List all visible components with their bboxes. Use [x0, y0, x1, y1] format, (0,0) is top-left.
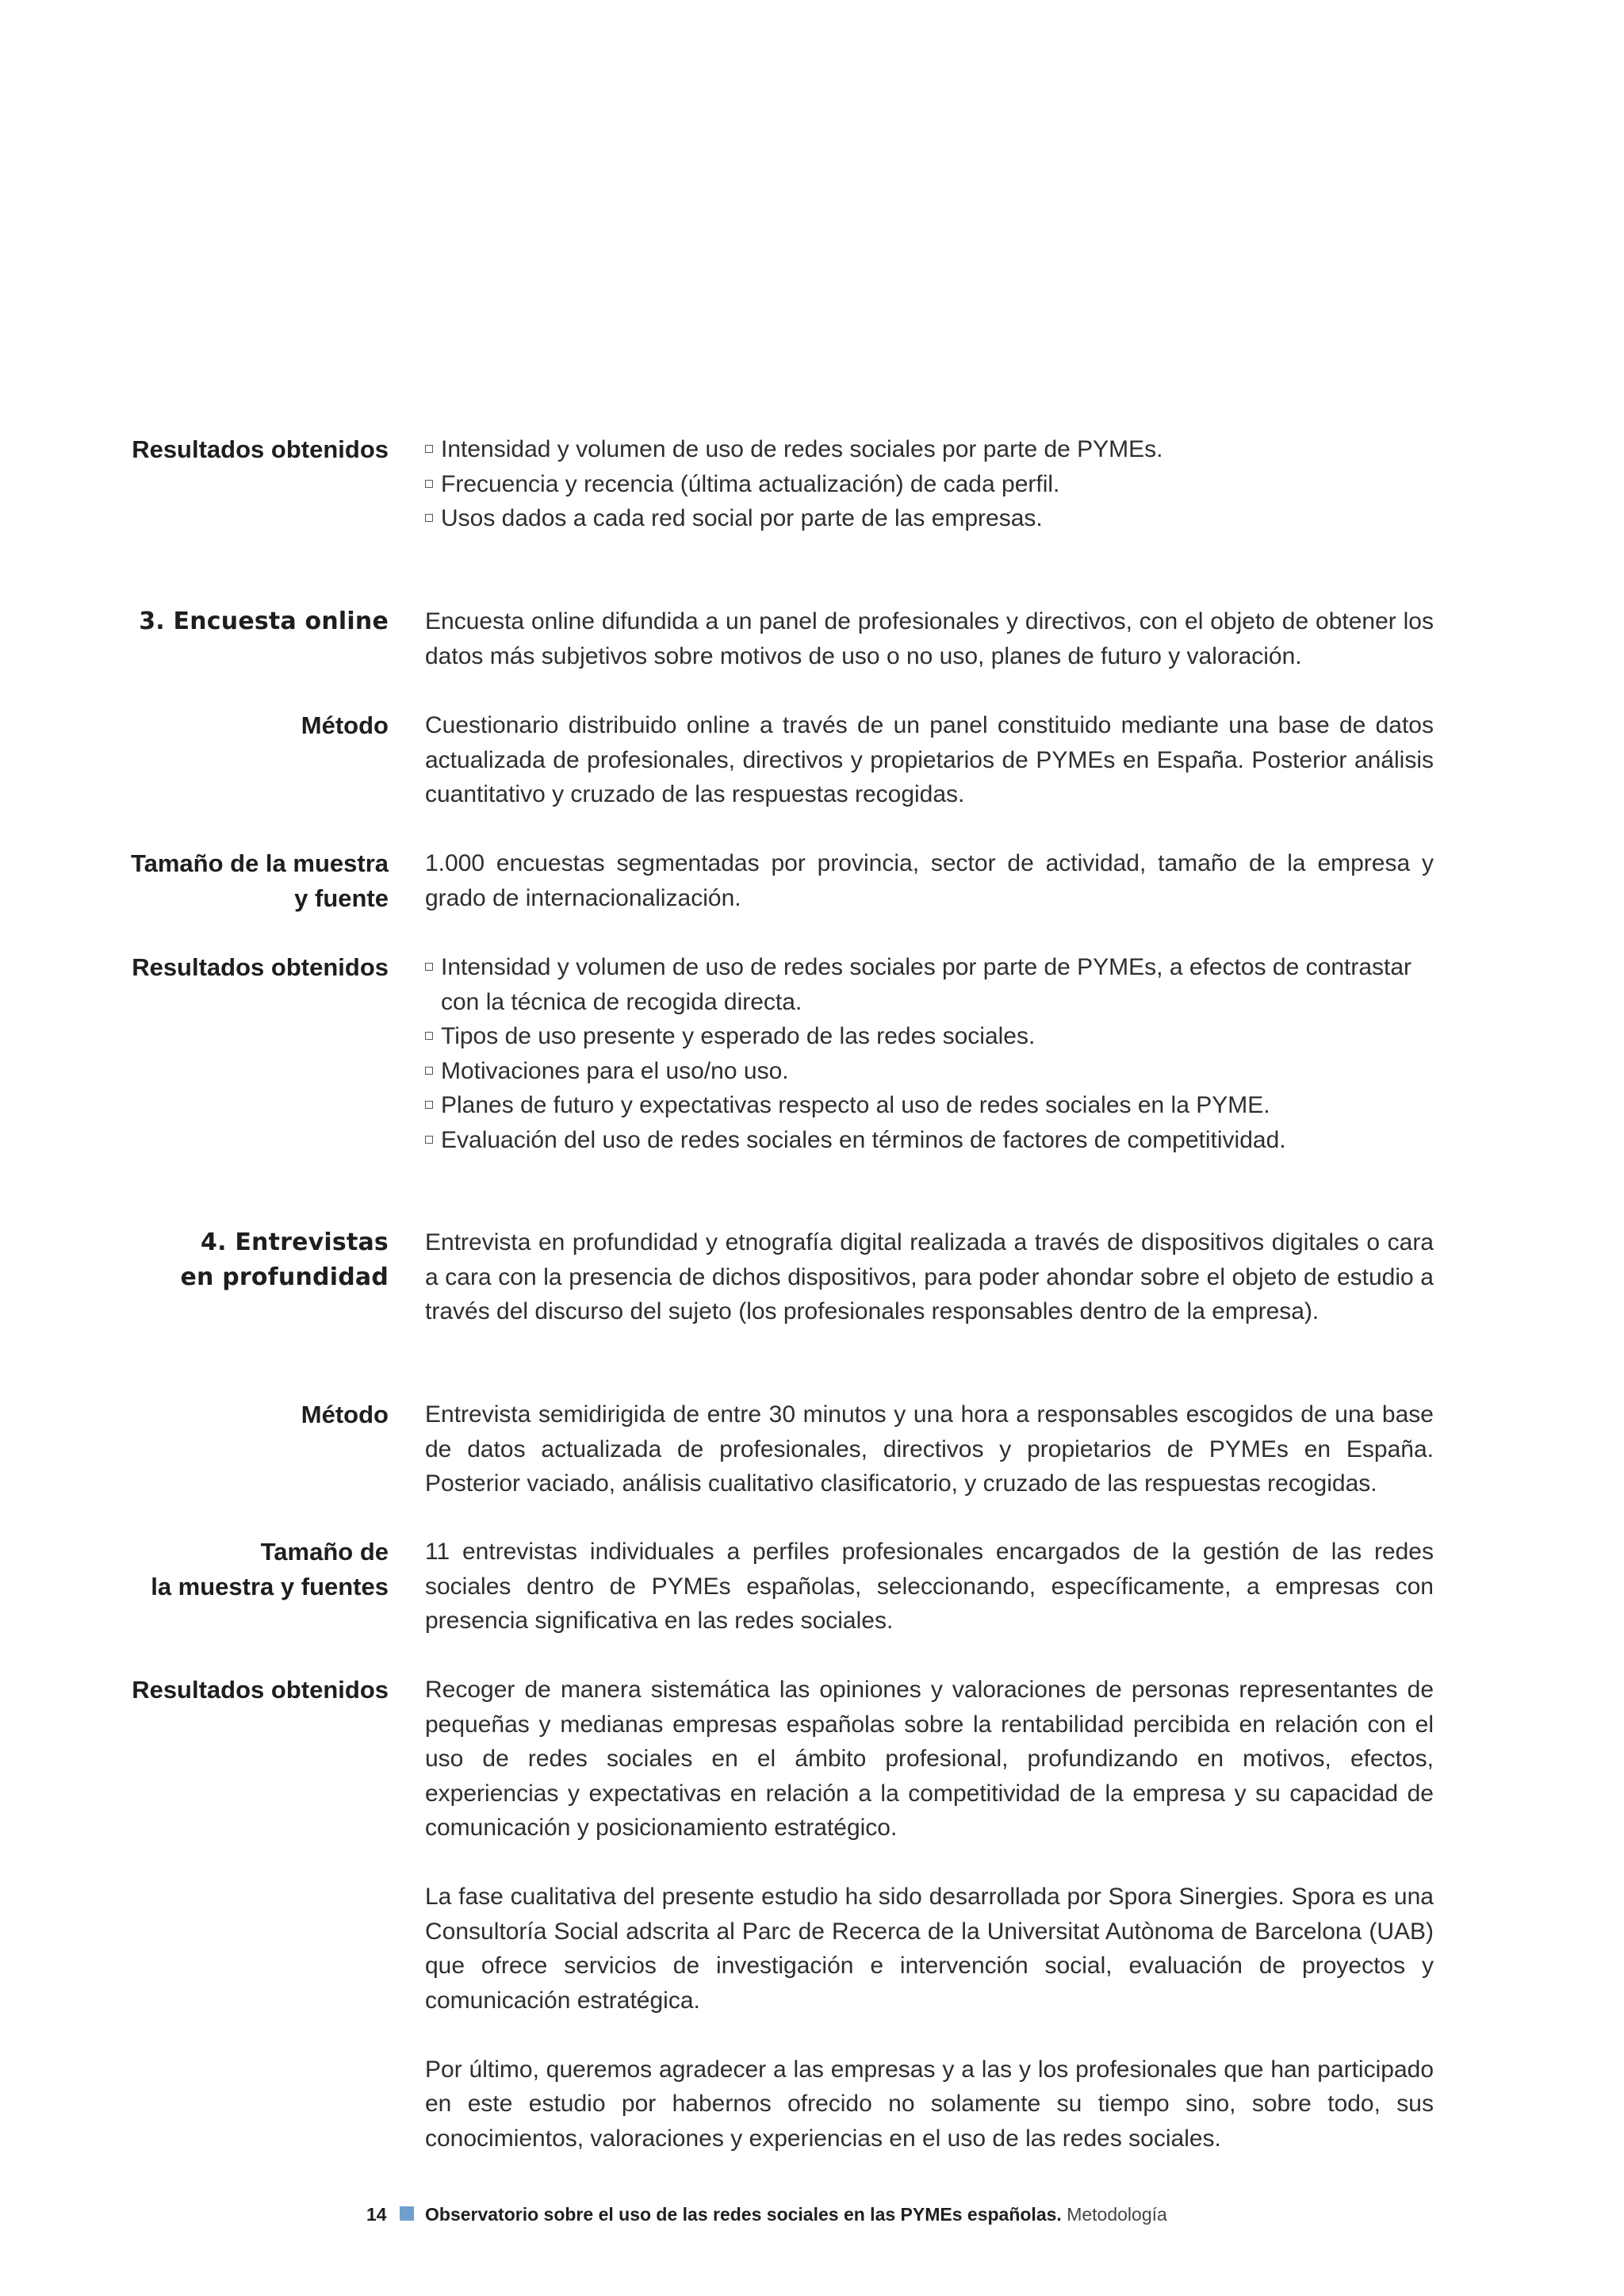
list-item: Frecuencia y recencia (última actualización) de cada perfil.: [425, 467, 1434, 502]
sample-label: Tamaño de la muestra y fuente: [130, 849, 389, 912]
results-paragraph: La fase cualitativa del presente estudio ha sido desarrollada por Spora Sinergies. Spora es una Consultoría Social adscrita al Parc de Recerca de la Universitat Autònoma de Barcelona (UAB) que ofrece servicios de investigación e intervención social, evaluación de proyectos y comunicación estratégica.: [425, 1884, 1434, 2014]
footer-title: Observatorio sobre el uso de las redes sociales en las PYMEs españolas.: [425, 2204, 1062, 2225]
results-list: [425, 432, 1434, 536]
section3-description: Encuesta online difundida a un panel de profesionales y directivos, con el objeto de obtener los datos más subjetivos sobre motivos de uso o no uso, planes de futuro y valoración.: [425, 608, 1434, 669]
square-bullet-icon: [425, 1067, 433, 1075]
sample-label: Tamaño de la muestra y fuentes: [151, 1538, 389, 1600]
section4-results: [425, 1673, 1434, 2156]
square-bullet-icon: [425, 1136, 433, 1144]
square-bullet-icon: [425, 480, 433, 488]
list-item: Intensidad y volumen de uso de redes sociales por parte de PYMEs, a efectos de contrastar con la técnica de recogida directa.: [425, 950, 1434, 1019]
list-item: Intensidad y volumen de uso de redes sociales por parte de PYMEs.: [425, 432, 1434, 467]
results-label: Resultados obtenidos: [132, 953, 389, 981]
method-label: Método: [301, 711, 389, 739]
footer-square-icon: [400, 2206, 414, 2221]
results-label: Resultados obtenidos: [132, 1676, 389, 1704]
list-item: Tipos de uso presente y esperado de las redes sociales.: [425, 1019, 1434, 1054]
section4-sample: 11 entrevistas individuales a perfiles profesionales encargados de la gestión de las redes sociales dentro de PYMEs españolas, seleccionando, específicamente, a empresas con presencia significativa en las redes sociales.: [425, 1539, 1434, 1634]
footer-text: [425, 2200, 1167, 2229]
section3-method: Cuestionario distribuido online a través de un panel constituido mediante una base de datos actualizada de profesionales, directivos y propietarios de PYMEs en España. Posterior análisis cuantitativo y cruzado de las respuestas recogidas.: [425, 712, 1434, 807]
method-label: Método: [301, 1401, 389, 1428]
list-item: Motivaciones para el uso/no uso.: [425, 1054, 1434, 1089]
footer-section: Metodología: [1067, 2204, 1167, 2225]
list-item: Evaluación del uso de redes sociales en términos de factores de competitividad.: [425, 1123, 1434, 1158]
results-list: [425, 950, 1434, 1157]
square-bullet-icon: [425, 514, 433, 522]
results-paragraph: Recoger de manera sistemática las opiniones y valoraciones de personas representantes de pequeñas y medianas empresas españolas sobre la rentabilidad percibida en relación con el uso de redes sociales en el ámbito profesional, profundizando en motivos, efectos, experiencias y expectativas en relación a la competitividad de la empresa y su capacidad de comunicación y posicionamiento estratégico.: [425, 1677, 1434, 1841]
square-bullet-icon: [425, 963, 433, 971]
results-content: [425, 432, 1434, 536]
list-item: Planes de futuro y expectativas respecto al uso de redes sociales en la PYME.: [425, 1088, 1434, 1123]
square-bullet-icon: [425, 1101, 433, 1109]
results-paragraph: Por último, queremos agradecer a las empresas y a las y los profesionales que han participado en este estudio por habernos ofrecido no solamente su tiempo sino, sobre todo, sus conocimientos, valoraciones y experiencias en el uso de las redes sociales.: [425, 2056, 1434, 2152]
square-bullet-icon: [425, 1032, 433, 1040]
square-bullet-icon: [425, 445, 433, 453]
section4-description: Entrevista en profundidad y etnografía digital realizada a través de dispositivos digitales o cara a cara con la presencia de dichos dispositivos, para poder ahondar sobre el objeto de estudio a través del discurso del sujeto (los profesionales responsables dentro de la empresa).: [425, 1229, 1434, 1324]
section4-method: Entrevista semidirigida de entre 30 minutos y una hora a responsables escogidos de una base de datos actualizada de profesionales, directivos y propietarios de PYMEs en España. Posterior vaciado, análisis cualitativo clasificatorio, y cruzado de las respuestas recogidas.: [425, 1401, 1434, 1497]
section3-sample: 1.000 encuestas segmentadas por provincia, sector de actividad, tamaño de la empresa y grado de internacionalización.: [425, 850, 1434, 911]
section4-heading: 4. Entrevistas en profundidad: [180, 1228, 389, 1291]
list-item: Usos dados a cada red social por parte de las empresas.: [425, 501, 1434, 536]
results-label: Resultados obtenidos: [132, 435, 389, 463]
page-footer: [0, 2200, 1624, 2229]
page-number: 14: [366, 2204, 387, 2225]
section3-results: [425, 950, 1434, 1157]
section3-heading: 3. Encuesta online: [139, 608, 389, 635]
